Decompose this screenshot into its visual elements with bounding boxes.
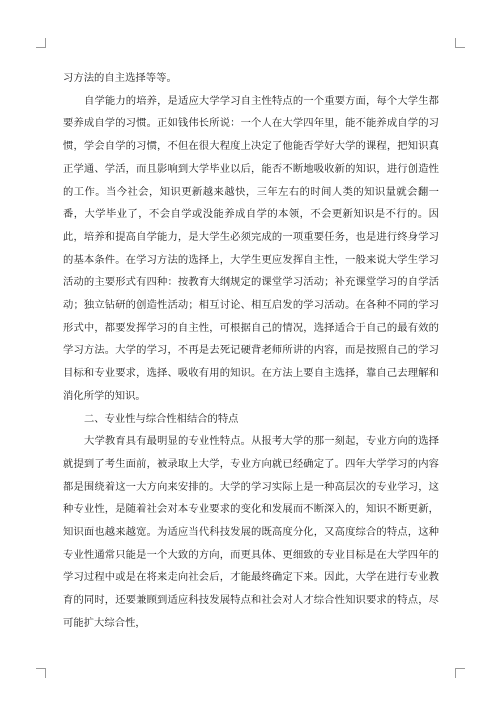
crop-mark-bottom-left xyxy=(36,668,46,678)
crop-mark-top-left xyxy=(36,38,46,48)
paragraph-self-study: 自学能力的培养，是适应大学学习自主性特点的一个重要方面，每个大学生都要养成自学的习惯。正如钱伟长所说：一个人在大学四年里，能不能养成自学的习惯，学会自学的习惯，不但在很大程度上决定了他能否学好大学的课程，把知识真正学通、学活，而且影响到大学毕业以后，能否不断地吸收新的知识，进行创造性的工作。当今社会，知识更新越来越快，三年左右的时间人类的知识量就会翻一番，大学毕业了，不会自学或没能养成自学的本领，不会更新知识是不行的。因此，培养和提高自学能力，是大学生必须完成的一项重要任务，也是进行终身学习的基本条件。在学习方法的选择上，大学生更应发挥自主性，一般来说大学生学习活动的主要形式有四种：按教育大纲规定的课堂学习活动；补充课堂学习的自学活动；独立钻研的创造性活动；相互讨论、相互启发的学习活动。在各种不同的学习形式中，都要发挥学习的自主性，可根据自己的情况，选择适合于自己的最有效的学习方法。大学的学习，不再是去死记硬背老师所讲的内容，而是按照自己的学习目标和专业要求，选择、吸收有用的知识。在方法上要自主选择，靠自己去理解和消化所学的知识。 xyxy=(63,94,439,402)
paragraph-specialization: 大学教育具有最明显的专业性特点。从报考大学的那一刻起，专业方向的选择就提到了考生面前，被录取上大学，专业方向就已经确定了。四年大学学习的内容都是围绕着这一大方向来安排的。大学的学习实际上是一种高层次的专业学习，这种专业性，是随着社会对本专业要求的变化和发展而不断深入的，知识不断更新，知识面也越来越宽。为适应当代科技发展的既高度分化，又高度综合的特点，这种专业性通常只能是一个大致的方向，而更具体、更细致的专业目标是在大学四年的学习过程中或是在将来走向社会后，才能最终确定下来。因此，大学在进行专业教育的同时，还要兼顾到适应科技发展特点和社会对人才综合性知识要求的特点，尽可能扩大综合性， xyxy=(63,435,439,629)
paragraph-continuation: 习方法的自主选择等等。 xyxy=(63,72,177,84)
document-body xyxy=(63,67,439,635)
crop-mark-top-right xyxy=(455,38,465,48)
crop-mark-bottom-right xyxy=(455,668,465,678)
section-heading: 二、专业性与综合性相结合的特点 xyxy=(84,412,239,425)
